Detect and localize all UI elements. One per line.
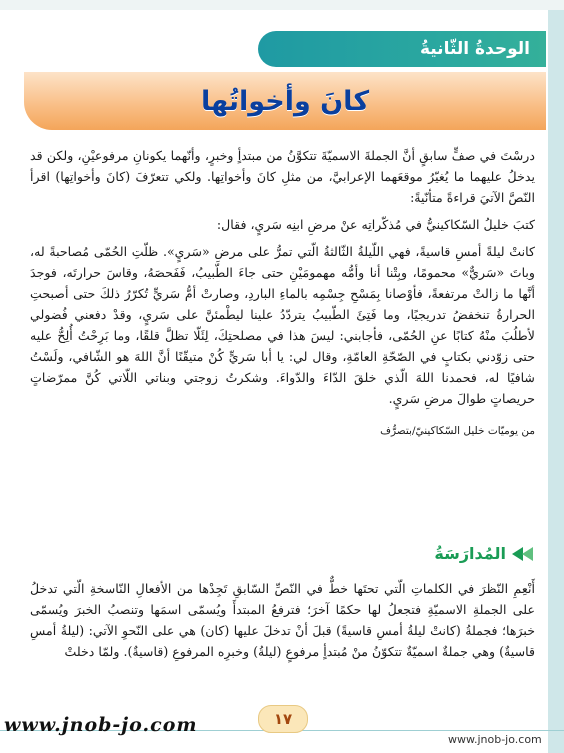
passage-paragraph: كانتْ ليلةً أمسِ قاسيةً، فهي اللّيلةُ الثّالثةُ الّتي تمرُّ على مرضِ «سَريٍ». ظلّتِ الحُمّى مُصاحبةً له، وباتَ «سَريٌّ» محمومًا، وبِتْنا أنا وأمُّه مهمومَيْنِ حتى جاءَ الطّبيبُ، فَفَحصَهُ، وقاسَ حرارتَه، فوجدَ أنَّها ما زالتْ مرتفعةً، فأوْصانا بِمَسْحِ جِسْمِه بالماءِ الباردِ، وصارتْ أمُّ سَريٍّ تُكرّرُ ذلكَ حتى أصبحتِ الحرارةُ تنخفضُ تدريجيًا، وما فَتِئَ الطّبيبُ يتردّدُ علينا ليطْمئنَّ على سَريٍ، وقدْ دفعني فُضولي لأطلُبَ منْهُ كتابًا عنِ الحُمّى، فأجابني: ليسَ هذا في مصلحتِكَ، لِئَلّا تظلَّ قلقًا، وما بَرِحْتُ أُلِحُّ عليه حتى زوّدني بكتابٍ في الصّحّةِ العامّةِ، وقال لي: يا أبا سَريٍّ كُنْ متيقّنًا أنَّ اللهَ هو الشّافي، ولَسْتُ شافيًا له، فحمدنا اللهَ الّذي خلقَ الدّاءَ والدّواءَ. وشكرتُ زوجتي وبناتي اللّاتي كُنَّ ممرّضاتٍ حريصاتٍ طوالَ مرضِ سَريٍ. [30, 244, 535, 406]
study-content [30, 578, 535, 662]
unit-header [258, 31, 546, 67]
intro-paragraph: درسْتَ في صفٍّ سابقٍ أنَّ الجملةَ الاسميّةَ تتكوَّنُ من مبتدأٍ وخبرٍ، وأنّهما يكونانِ مرفوعيْنِ، ولكن قد يدخلُ عليهما ما يُغيّرُ موقعَهما الإعرابيَّ، من مثلِ كانَ وأخواتِها. ولكي تتعرّفَ (كانَ وأخواتِها) اقرأ النّصَّ الآتيَ قراءةً متأنّيةً: [30, 148, 535, 205]
page-number: ١٧ [273, 710, 293, 728]
top-strip [0, 0, 564, 10]
reading-content [30, 145, 535, 439]
source-citation: من يوميّات خليل السّكاكينيّ/بتصرُّف [380, 425, 535, 437]
watermark-right: www.jnob-jo.com [448, 733, 542, 746]
side-band [548, 10, 564, 753]
section-title: المُدارَسَةُ [434, 544, 506, 563]
unit-title: الوحدةُ الثّانيةُ [419, 39, 530, 59]
lesson-title-band [24, 72, 546, 130]
watermark-left: www.jnob-jo.com [4, 714, 198, 736]
page-number-badge [258, 705, 308, 733]
passage-intro: كتبَ خليلُ السّكاكينيُّ في مُذكّراتِه عنْ مرضِ ابنِه سَريٍ، فقال: [216, 217, 535, 232]
study-paragraph: أَنْعِمِ النّظرَ في الكلماتِ الّتي تحتَها خطٌّ في النّصِّ السّابقِ تَجِدْها من الأفعالِ النّاسخةِ الّتي تدخلُ على الجملةِ الاسميّةِ فتجعلُ لها حكمًا آخرَ؛ فترفعُ المبتدأَ ويُسمّى اسمَها وتنصبُ الخبرَ ويُسمّى خبرَها؛ فجملةُ (كانتْ ليلةُ أمسِ قاسيةً) قبلَ أنْ تدخلَ عليها (كان) هي على النّحوِ الآتي: (ليلةُ أمسِ قاسيةٌ) وهي جملةٌ اسميّةٌ تتكوّنُ منْ مُبتدأٍ مرفوعٍ (ليلةُ) وخبرِه المرفوعِ (قاسيةٌ). ولمّا دخلتْ [30, 581, 535, 659]
lesson-title: كانَ وأخواتُها [200, 85, 370, 117]
section-heading [434, 544, 534, 563]
double-arrow-icon [512, 547, 534, 561]
